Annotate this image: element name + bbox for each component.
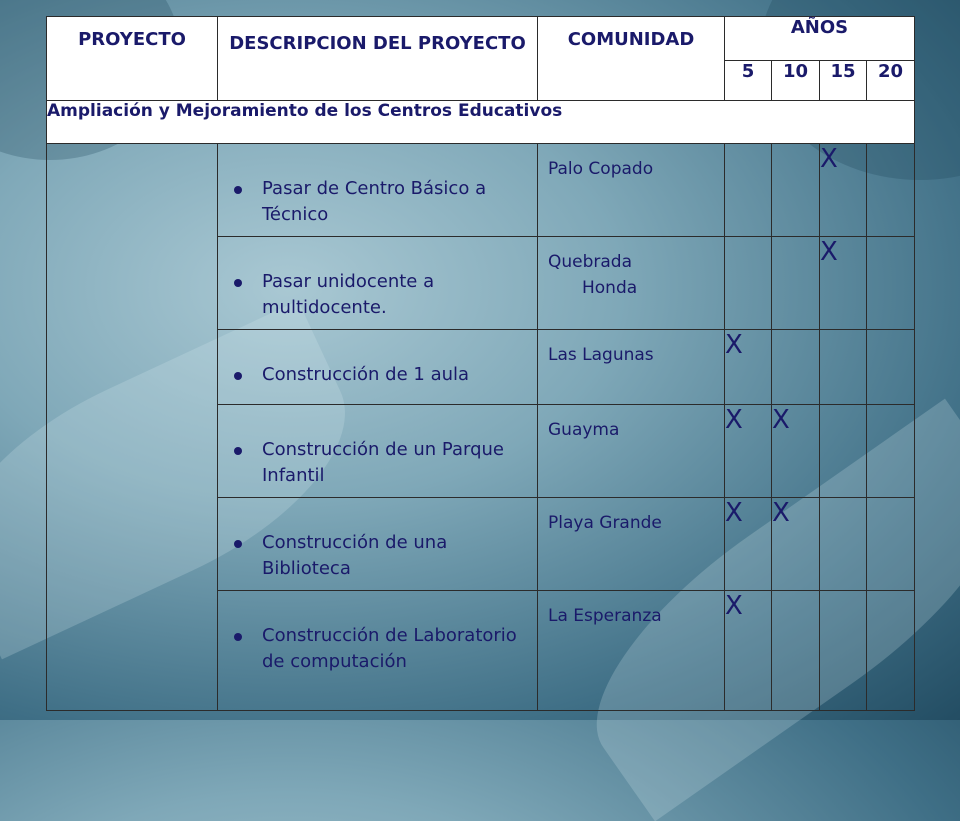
year-10-mark <box>772 591 820 711</box>
description-text: Construcción de Laboratorio de computación <box>262 625 517 672</box>
year-10-mark <box>772 237 820 330</box>
community-cell <box>538 405 725 498</box>
year-5-mark <box>725 237 772 330</box>
description-cell <box>218 330 538 405</box>
description-text: Construcción de un Parque Infantil <box>262 439 504 486</box>
community-cell <box>538 330 725 405</box>
section-title: Ampliación y Mejoramiento de los Centros Educativos <box>47 101 915 144</box>
bullet-icon <box>234 447 242 455</box>
year-5-mark: X <box>725 498 772 591</box>
header-descripcion: DESCRIPCION DEL PROYECTO <box>218 17 538 101</box>
header-year-20: 20 <box>867 61 915 101</box>
year-5-mark <box>725 144 772 237</box>
community-text: La Esperanza <box>548 606 662 626</box>
community-cell <box>538 498 725 591</box>
project-table <box>46 16 915 711</box>
year-10-mark <box>772 144 820 237</box>
year-5-mark: X <box>725 405 772 498</box>
header-year-10: 10 <box>772 61 820 101</box>
community-text-line2: Honda <box>582 278 638 298</box>
year-10-mark: X <box>772 405 820 498</box>
description-text: Pasar de Centro Básico a Técnico <box>262 178 487 225</box>
year-15-mark <box>820 405 867 498</box>
year-5-mark: X <box>725 591 772 711</box>
year-20-mark <box>867 405 915 498</box>
description-text: Construcción de una Biblioteca <box>262 532 448 579</box>
header-row <box>47 17 915 61</box>
community-cell <box>538 144 725 237</box>
header-year-5: 5 <box>725 61 772 101</box>
year-15-mark <box>820 330 867 405</box>
description-text: Pasar unidocente a multidocente. <box>262 271 435 318</box>
community-cell <box>538 237 725 330</box>
community-text: Playa Grande <box>548 513 662 533</box>
community-text: Las Lagunas <box>548 345 654 365</box>
year-20-mark <box>867 591 915 711</box>
header-anos: AÑOS <box>725 17 915 61</box>
description-cell <box>218 237 538 330</box>
year-20-mark <box>867 237 915 330</box>
bullet-icon <box>234 186 242 194</box>
bullet-icon <box>234 633 242 641</box>
year-15-mark: X <box>820 237 867 330</box>
bullet-icon <box>234 372 242 380</box>
community-text: Quebrada <box>548 252 633 272</box>
year-10-mark <box>772 330 820 405</box>
community-text: Guayma <box>548 420 620 440</box>
table-row <box>47 144 915 237</box>
year-20-mark <box>867 330 915 405</box>
description-text: Construcción de 1 aula <box>262 364 470 385</box>
year-15-mark <box>820 591 867 711</box>
description-cell <box>218 144 538 237</box>
community-cell <box>538 591 725 711</box>
bullet-icon <box>234 279 242 287</box>
description-cell <box>218 591 538 711</box>
header-comunidad: COMUNIDAD <box>538 17 725 101</box>
year-5-mark: X <box>725 330 772 405</box>
description-cell <box>218 498 538 591</box>
header-year-15: 15 <box>820 61 867 101</box>
section-row <box>47 101 915 144</box>
year-20-mark <box>867 144 915 237</box>
year-15-mark: X <box>820 144 867 237</box>
year-10-mark: X <box>772 498 820 591</box>
header-proyecto: PROYECTO <box>47 17 218 101</box>
year-20-mark <box>867 498 915 591</box>
community-text: Palo Copado <box>548 159 654 179</box>
description-cell <box>218 405 538 498</box>
year-15-mark <box>820 498 867 591</box>
bullet-icon <box>234 540 242 548</box>
proyecto-cell <box>47 144 218 711</box>
